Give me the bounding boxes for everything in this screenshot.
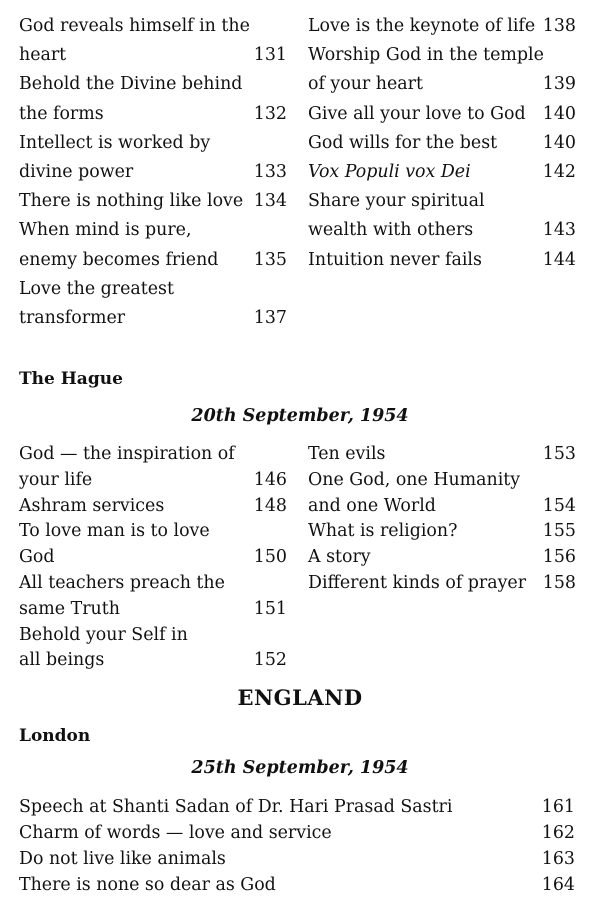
- entry-title: Intuition never fails: [308, 249, 482, 270]
- page-number: 146: [253, 469, 287, 490]
- toc-entry: All teachers preach the same Truth 151: [19, 571, 287, 623]
- page-number: 153: [542, 444, 576, 464]
- hague-right-column: [308, 442, 576, 597]
- page-number: 134: [253, 191, 287, 212]
- section-a-left-column: [19, 12, 287, 333]
- entry-title: Vox Populi vox Dei: [308, 162, 471, 183]
- page-number: 143: [542, 220, 576, 241]
- toc-entry: One God, one Humanity and one World 154: [308, 468, 576, 520]
- page-number: 135: [253, 249, 287, 270]
- toc-entry: God — the inspiration of your life 146: [19, 442, 287, 494]
- section-a-right-column: [308, 12, 576, 275]
- hague-left-column: [19, 442, 287, 674]
- toc-entry: Love the greatest transformer 137: [19, 275, 287, 333]
- toc-entry: [19, 494, 287, 520]
- page-number: 138: [542, 16, 576, 36]
- page-number: 133: [253, 162, 287, 183]
- page-number: 158: [542, 572, 576, 593]
- toc-entry: [19, 820, 575, 846]
- toc-entry: [308, 519, 576, 545]
- page-number: 151: [253, 598, 287, 619]
- toc-entry: Intellect is worked by divine power 133: [19, 129, 287, 187]
- page-number: 142: [542, 162, 576, 183]
- entry-title: Different kinds of prayer: [308, 572, 527, 593]
- toc-entry: Behold your Self in all beings 152: [19, 623, 287, 675]
- entry-title: God wills for the best: [308, 132, 498, 153]
- entry-title: Speech at Shanti Sadan of Dr. Hari Prasad Sastri: [19, 797, 453, 817]
- page-number: 162: [541, 823, 575, 843]
- toc-entry: [308, 129, 576, 158]
- page-number: 150: [253, 547, 287, 568]
- city-heading-london: London: [19, 726, 91, 746]
- page-number: 140: [542, 103, 576, 124]
- entry-title: There is nothing like love: [19, 191, 244, 212]
- toc-entry: Share your spiritual wealth with others 143: [308, 187, 576, 245]
- entry-title: Ten evils: [308, 444, 386, 464]
- page-number: 164: [541, 875, 575, 895]
- toc-entry: Worship God in the temple of your heart 139: [308, 41, 576, 99]
- entry-title: To love man is to love God: [19, 521, 210, 568]
- toc-entry: [19, 872, 575, 898]
- page-number: 155: [542, 521, 576, 542]
- page-number: 139: [542, 74, 576, 95]
- toc-entry: [308, 12, 576, 41]
- entry-title: What is religion?: [308, 521, 458, 542]
- page-number: 154: [542, 495, 576, 516]
- toc-entry: [308, 100, 576, 129]
- london-list: [19, 794, 575, 898]
- page-number: 131: [253, 45, 287, 66]
- toc-entry: [19, 794, 575, 820]
- entry-title: Ashram services: [19, 495, 165, 516]
- country-heading-england: ENGLAND: [237, 685, 363, 710]
- toc-entry: [308, 442, 576, 468]
- page-number: 144: [542, 249, 576, 270]
- date-heading-london: 25th September, 1954: [191, 758, 409, 778]
- toc-entry: When mind is pure, enemy becomes friend 135: [19, 216, 287, 274]
- entry-title: Do not live like animals: [19, 849, 226, 869]
- toc-entry: [308, 571, 576, 597]
- page-number: 163: [541, 849, 575, 869]
- page-number: 156: [542, 547, 576, 568]
- city-heading-the-hague: The Hague: [19, 369, 123, 389]
- entry-title: Love is the keynote of life: [308, 16, 536, 36]
- toc-entry: [19, 187, 287, 216]
- toc-entry: God reveals himself in the heart 131: [19, 12, 287, 70]
- entry-title: There is none so dear as God: [19, 875, 276, 895]
- date-heading-hague: 20th September, 1954: [191, 406, 409, 426]
- page-number: 161: [541, 797, 575, 817]
- page-number: 148: [253, 495, 287, 516]
- toc-entry: [308, 545, 576, 571]
- entry-title: Give all your love to God: [308, 103, 526, 124]
- entry-title: A story: [308, 547, 371, 568]
- page-number: 140: [542, 132, 576, 153]
- toc-entry: [19, 519, 287, 571]
- page-number: 152: [253, 650, 287, 671]
- entry-title: Charm of words — love and service: [19, 823, 332, 843]
- page-number: 137: [253, 308, 287, 329]
- toc-entry: [308, 158, 576, 187]
- page-number: 132: [253, 103, 287, 124]
- toc-entry: [19, 846, 575, 872]
- toc-entry: Behold the Divine behind the forms 132: [19, 70, 287, 128]
- toc-entry: [308, 246, 576, 275]
